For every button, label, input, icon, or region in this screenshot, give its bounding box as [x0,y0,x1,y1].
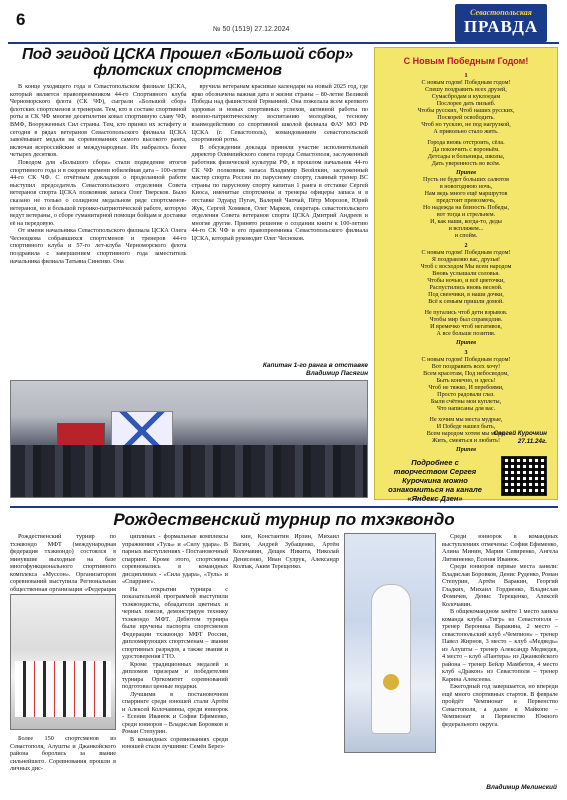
stanza-heading: Припев [456,447,476,453]
poem-line: Чтоб но тусклю, не под нагрузкой, [421,122,511,128]
article2-col3a [233,533,339,581]
paragraph: Рождественский турнир по тхэквондо МФТ (международная федерация тхэквондо) состоялся в минувшие выходные на базе многофункционального спортивного комплекса «Муссон». Организатором соревнований выступила Региональная общественная организация «Федерация [10,533,116,593]
group-photo [10,380,368,498]
poem-line: Сумасбродам и куклоедам [431,94,501,100]
poem-line: Я поздравляю вас, друзья! [431,257,501,263]
stanza-heading: 1 [464,73,468,79]
poem-line: Всем красотам, Под небосводом, [423,371,509,377]
poem-line: Что написаны для вас. [436,406,496,412]
paragraph: В конце уходящего года в Севастопольском филиале ЦСКА, который является правопреемником 44-го Спортивного клуба Черноморского флота (СК ЧФ), сыграли «Большой сбор» флотских спортсменов и тренерам. Тем, кто в составе спортивной роты и СК ЧФ многие десятилетия ковал спортивную славу ЧФ, ВМФ, Вооруженных Сил страны. Тем, кто принял их эстафету и сегодня в рядах ветеранов Севастопольского филиала ЦСКА завоёвывает медали на соревнованиях самого высокого ранга, включая всероссийские и международные. Их набралось более четырех десятков. [10,83,187,159]
poem-line: Были счётны мои куплеты, [430,399,502,405]
poem-line: А привольно стало жить. [433,129,499,135]
issue-info: № 50 (1519) 27.12.2024 [213,26,290,33]
poem-line: и спойм. [454,233,478,239]
newspaper-logo [455,4,547,42]
article2-col1-top [10,533,116,591]
poem-line: Чтобы русских, Чтоб наших русских, [417,108,515,114]
poem-line: и вспляжем... [448,226,484,232]
poem-line: Не хочим мы места мудрые, [429,417,503,423]
poem-line: Чтобы мир был справедлив. [429,317,503,323]
paragraph: В командных соревнованиях среди юношей стали лучшими: Семён Берез- [122,735,228,750]
article1-body [10,83,368,331]
winner-photo [344,533,436,753]
article2-col4-text [442,533,558,781]
poem-line: Поскорей освободить. [437,115,495,121]
article1-col1 [10,83,187,331]
poem-line: Под свенчики, в наши дочки, [428,292,504,298]
poem-line: Распустились вновь весной. [429,285,503,291]
paragraph: Кроме традиционных медалей и дипломов призерам и победителям турнира Оргкомитет соревнований подготовил ценные подарки. [122,660,228,690]
poem-line: Вновь услышали соловья. [432,271,500,277]
page-header [8,4,559,44]
poem-date: 27.11.24г. [517,438,547,445]
article2-col2-text [122,533,228,785]
sidebar-title: С Новым Победным Годом! [403,56,529,66]
article2-title: Рождественский турнир по тхэквондо [10,506,558,530]
article1-col2 [192,83,369,331]
poem-author-block [494,430,547,446]
team-photo [10,594,116,730]
article1-title: Под эгидой ЦСКА Прошел «Большой сбор» флотских спортсменов [21,46,354,79]
paragraph: Ежегодный год завершается, но впереди ещё много спортивных стартов. В феврале пройдёт Чемпионат и Первенство Севастополя, а далее в Майкопе – Чемпионат и Первенство Южного федерального округа. [442,683,558,728]
poem-line: Быть конечно, и здесь! [436,378,496,384]
poem-line: Пусть не будет больших салютов [422,177,510,183]
poem-line: Нам ведь много ещё маршрутов [424,191,508,197]
article2-col1 [10,533,116,591]
poem-line: Да покончить с вороньём. [432,147,500,153]
poem-line: И Победе нашел быть, [436,424,496,430]
stanza-heading: 3 [464,350,468,356]
paragraph: вручила ветеранам красивые календари на новый 2025 год, где ярко обозначена важная дата в жизни страны – 80-летие Великой Победы над фашистской Германией. Она пожелала всем крепкого здоровья и новых спортивных успехов, активной работы по военно-патриотическому воспитанию молодёжи, тесному взаимодействию со спортивной школой филиала ФАУ МО РФ ЦСКА (г. Севастополь), командованием севастопольской спортивной роты. [191,83,368,144]
article2-col1-bottom [10,735,116,785]
promo-text: Подробнее с творчеством Сергея Курочкина можно ознакомиться на канале «Яндекс Дзен» [388,458,482,503]
poem-line: Детсады и больницы, школы, [427,154,505,160]
article2-col2 [122,533,228,785]
article1-byline [200,362,368,378]
poem-line: Всё к семьям пришли домой. [428,299,504,305]
poem-line: А все больше позитив. [436,331,496,337]
poem-line: Чтоб с восходом Мы всем народом [420,264,512,270]
poem-line: в новогоднюю ночь, [439,184,493,190]
paragraph: На открытии турнира с показательной программой выступили тхэквондисты, обладатели цветных и черных поясов, демонстрируя технику тхэквондо МФТ. Дебютом турнира были вручены паспорта спортсменов Федерации тхэквондо МФТ России, дипломирующих спортсменам – звания спортивных разрядов, а также звания и удостоверения ГТО. [122,585,228,660]
poem-line: Города вновь отстроить, сёла. [427,140,505,146]
poem-line: Дать уверенность во всём. [431,161,501,167]
poem-line: Спешу поздравить всех друзей, [425,87,507,93]
poem-author: Сергей Курочкин [493,430,547,437]
poem-line: Чтоб не тяжко, И перебоями, [428,385,504,391]
poem-line: С новым годом! Победным годом! [421,80,511,86]
poem-line: Послорее дать пизьиб. [436,101,496,107]
crowd-image [11,445,367,497]
poem-line: С новым годом! Победным годом! [421,357,511,363]
poem-line: Не пугались чтоб дети взрывов. [424,310,508,316]
article2-col1-tail [10,735,116,785]
paragraph: От имени начальника Севастопольского филиала ЦСКА Олега Чесноцкова собравшихся спортсменов и тренеров 44-го спортивного клуба и 57-го лет-клуба Черноморского флота поздравила с завершением спортивного года заместитель начальника филиала Татьяна Синенко. Она [10,227,187,265]
athletes-image [15,661,111,717]
stanza-heading: Припев [456,340,476,346]
paragraph: Среди юниорок в командных выступлениях отмечены: София Ефименко, Алина Минин, Мария Севиренко, Ангела Литвиненко, Есения Иванюк. [442,533,558,563]
poem-line: Просто радовали глаз. [437,392,495,398]
poem-line: Чтобы ночью, и всё цветочки, [427,278,505,284]
paragraph: В общекомандном зачёте 1 место заняла команда клуба «Тигр» из Севастополя – тренер Вероника Варакина, 2 место – севастопольский клуб «Чемпион» – тренер Павел Жирнов, 3 место – клуб «Медведь» из Алушты – тренер Александр Медведев, 4 место – клуб «Пантера» из Джанкойского района – тренер Бейлр Мамбетов, 4 место клуб «Дракон» из Севастополя – тренер Карина Алексеева. [442,608,558,683]
byline-rank: Капитан 1-го ранга в отставке [262,362,368,369]
medal-icon [383,674,399,690]
poem-line: предстоит превозмочь, [436,198,496,204]
stanza-heading: Припев [456,170,476,176]
logo-title: ПРАВДА [463,17,539,36]
poem-line: Всем народом хотем мы мира, [426,431,506,437]
paragraph: Более 150 спортсменов из Севастополя, Алушты и Джанкойского района боролись за звание сильнейшего. Соревнования прошли в личных дис- [10,735,116,772]
byline-author: Владимир Пасягин [306,370,368,377]
logo-subtitle: Севастопольская [470,8,532,17]
poem-sidebar [374,47,558,503]
paragraph: циплинах - формальные комплексы упражнения «Туль» и «Силу удара». В парных выступлениях - Постановочный спарринг. Кроме этого, спортсмены соревновались в командных дисциплинах - «Сила удара», «Туль» и «Спарринг». [122,533,228,585]
poem-line: И, как наши, когда-то, деды [430,219,502,225]
article2-col3a-text [233,533,339,581]
paragraph: Лучшими в постановочном спарринге среди юношей стали Артём и Алексей Колочавины, среди юниорок - Есения Иванюк и София Ефименко, среди юниоров – Владислав Боровков и Роман Степурин. [122,690,228,735]
poem-line: Но надежда на близость Победы, [422,205,510,211]
paragraph: Поводом для «Большого сбора» стали подведение итогов спортивного года и в скором времени юбилейная дата – 100-летие 44-го СК ЧФ. С отчётным докладом о проделанной работе выступил председатель Севастопольского отделения Совета ветеранов спорта ЦСКА полковник запаса Олег Тверсков. Было сказано не только о солидном медальном ряде спортсменов-ветеранов, но и большой героико-патриотической работе, которую ведут ветераны, о сборе гуманитарной помощи бойцам и доставке её на передовую. [10,158,187,227]
paragraph: В обсуждении доклада приняли участие исполнительный директор Олимпийского совета города Севастополя, заслуженный работник физической культуры РФ, в прошлом начальник 44-го СК ЧФ полковник запаса Владимир Веойлкин, заслуженный мастер спорта России по парусному спорту, главный тренер ВС страны по парусному спорту капитан 1 ранга в отставке Сергей Киоса, именитые спортсмены и тренеры офицеры запаса и в отставке Эдуард Пугач, Валерий Чапчай, Пётр Морозов, Юрий Жук, Сергей Хомяков, Олег Марков, секретарь севастопольского отделения Совета ветеранов спорта ЦСКА Дмитрий Андреев и многие другие. Принято решение о создании книги к 100-летию 44-го СК ЧФ и его правопреемника Севастопольского филиала ЦСКА, который руководит Олег Чесноков. [191,143,368,242]
athlete-image [371,584,411,734]
paragraph: кин, Константин Ирзин, Михаил Вагин, Андрей Зубащенко, Артём Колочавин, Дещек Никита, Николай Денисенко, Иван Сулрук, Александр Колпак, Аким Терещенко. [233,533,339,570]
stanza-heading: 2 [464,243,468,249]
poem-line: вот тогда и стрельнем. [436,212,496,218]
article2-col4 [442,533,558,781]
article2-byline: Владимир Мелинский [486,784,557,791]
poem [375,73,557,454]
poem-line: С новым годом! Победным годом! [421,250,511,256]
poem-line: И времечко чтоб негативов, [430,324,502,330]
page-number: 6 [16,10,26,29]
paragraph: Среди юниоров первые места заняли: Владислав Боровков, Денис Руденко, Роман Степурин, Артём Варакин, Георгий Гладких, Михаил Гордиенко, Владислав Фомичев, Денис Терещенко, Алексей Колочавин. [442,563,558,608]
poem-line: Жить, смеяться и любить! [432,438,500,444]
poem-line: Вот поздравить всех хочу! [431,364,501,370]
qr-code-icon[interactable] [501,456,547,496]
